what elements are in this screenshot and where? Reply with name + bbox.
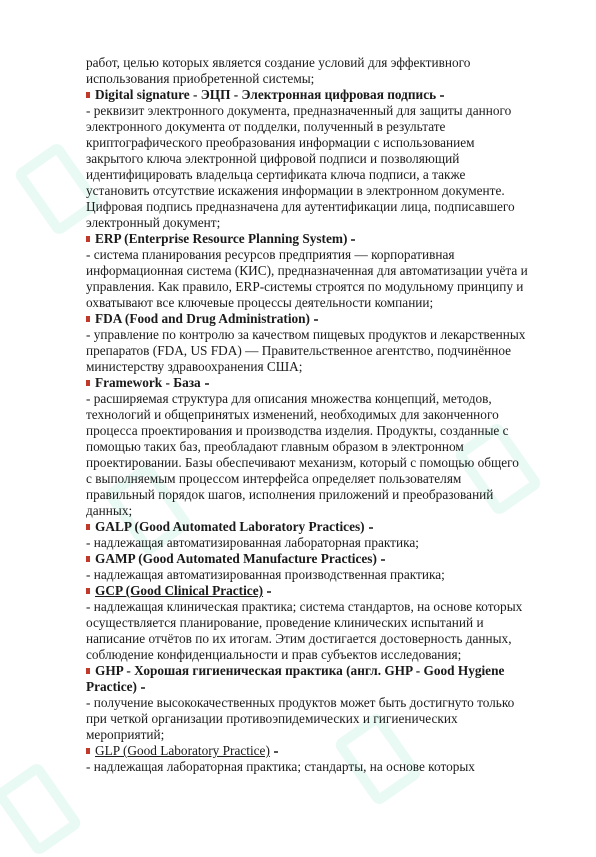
text-line: информационная система (КИС), предназначенная для автоматизации учёта и [86,263,528,278]
text-line: написание отчётов по их итогам. Этим достигается достоверность данных, [86,631,512,646]
term-heading [86,231,556,247]
bullet-icon [86,748,90,754]
text-line: идентифицировать владельца сертификата ключа подписи, а также [86,167,466,182]
term-heading [86,663,556,679]
term-end-mark [440,95,444,97]
term-end-mark [141,687,145,689]
watermark-shape [0,761,83,857]
bullet-icon [86,380,90,386]
text-line: - надлежащая клиническая практика; система стандартов, на основе которых [86,599,523,614]
text-line: - реквизит электронного документа, предназначенный для защиты данного [86,103,512,118]
text-line: помощью таких баз, преобладают главным образом в электронном [86,439,464,454]
text-line: при четкой организации противоэпидемических и гигиенических [86,711,458,726]
term-label: Digital signature - ЭЦП - Электронная цифровая подпись [95,87,437,102]
term-label: ERP (Enterprise Resource Planning System) [95,231,348,246]
text-line: данных; [86,503,133,518]
text-line: установить отсутствие искажения информации в электронном документе. [86,183,505,198]
text-line: препаратов (FDA, US FDA) — Правительственное агентство, подчинённое [86,343,512,358]
term-heading [86,519,556,535]
text-line: Цифровая подпись предназначена для аутентификации лица, подписавшего [86,199,515,214]
term-label: Practice) [86,679,137,694]
text-line: закрытого ключа электронной цифровой подписи и позволяющий [86,151,460,166]
text-line: осуществляется планирование, проведение клинических испытаний и [86,615,484,630]
text-line: - получение высококачественных продуктов может быть достигнуто только [86,695,515,710]
bullet-icon [86,236,90,242]
term-heading-continued [86,679,556,695]
bullet-icon [86,556,90,562]
text-line: мероприятий; [86,727,165,742]
bullet-icon [86,316,90,322]
term-label: GALP (Good Automated Laboratory Practices) [95,519,365,534]
term-label: Framework - База [95,375,201,390]
term-label: GHP - Хорошая гигиеническая практика (англ. GHP - Good Hygiene [95,663,505,678]
term-heading [86,743,556,759]
term-end-mark [351,239,355,241]
text-line: с выполняемым процессом интерфейса определяет пользователям [86,471,462,486]
text-line: управления. Как правило, ERP-системы строятся по модульному принципу и [86,279,524,294]
term-label: FDA (Food and Drug Administration) [95,311,310,326]
text-line: - управление по контролю за качеством пищевых продуктов и лекарственных [86,327,526,342]
bullet-icon [86,668,90,674]
text-line: электронного документа от подделки, полученный в результате [86,119,446,134]
text-line: - надлежащая автоматизированная производственная практика; [86,567,445,582]
term-label: GLP (Good Laboratory Practice) [95,743,270,758]
term-heading [86,87,556,103]
text-line: - надлежащая автоматизированная лабораторная практика; [86,535,419,550]
text-line: соблюдение конфиденциальности и прав субъектов исследования; [86,647,462,662]
text-line: проектировании. Базы обеспечивают механизм, который с помощью общего [86,455,519,470]
term-heading [86,311,556,327]
text-line: процесса проектирования и производства изделия. Продукты, созданные с [86,423,509,438]
term-end-mark [314,319,318,321]
term-heading [86,551,556,567]
text-line: использования приобретенной системы; [86,71,315,86]
text-line: электронный документ; [86,215,221,230]
term-label: GAMP (Good Automated Manufacture Practices) [95,551,377,566]
term-label: GCP (Good Clinical Practice) [95,583,264,598]
text-line: криптографического преобразования информации с использованием [86,135,475,150]
term-end-mark [205,383,209,385]
term-end-mark [369,527,373,529]
document-body [86,55,556,775]
text-line: работ, целью которых является создание условий для эффективного [86,55,471,70]
text-line: технологий и общепринятых изменений, необходимых для законченного [86,407,499,422]
text-line: министерству здравоохранения США; [86,359,303,374]
term-end-mark [267,591,271,593]
text-line: - расширяемая структура для описания множества концепций, методов, [86,391,492,406]
bullet-icon [86,588,90,594]
term-end-mark [274,751,278,753]
bullet-icon [86,92,90,98]
text-line: - надлежащая лабораторная практика; стандарты, на основе которых [86,759,475,774]
bullet-icon [86,524,90,530]
term-end-mark [381,559,385,561]
term-heading [86,583,556,599]
term-heading [86,375,556,391]
text-line: охватывают все ключевые процессы деятельности компании; [86,295,434,310]
text-line: - система планирования ресурсов предприятия — корпоративная [86,247,455,262]
text-line: правильный порядок шагов, исполнения приложений и преобразований [86,487,494,502]
